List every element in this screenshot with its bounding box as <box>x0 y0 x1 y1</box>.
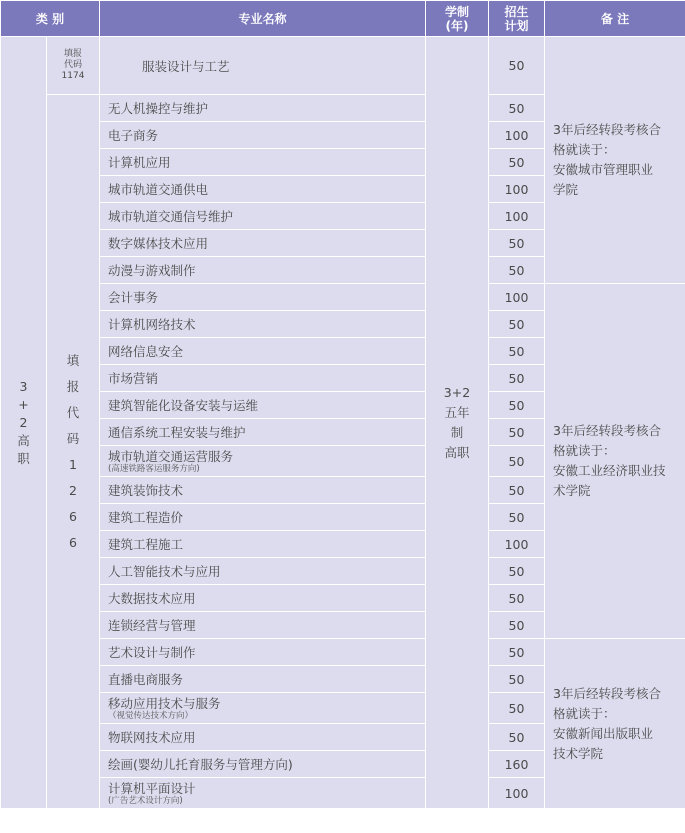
major-cell <box>100 666 426 693</box>
major-name: 连锁经营与管理 <box>108 617 196 633</box>
major-name: 数字媒体技术应用 <box>108 235 209 251</box>
major-cell <box>100 724 426 751</box>
major-name: 网络信息安全 <box>108 343 184 359</box>
header-note: 备 注 <box>545 1 685 37</box>
code-char: 6 <box>69 508 77 524</box>
plan-cell: 100 <box>489 284 545 311</box>
code-char: 1 <box>69 456 77 472</box>
table-row <box>1 284 685 311</box>
plan-cell: 50 <box>489 149 545 176</box>
code-char: 2 <box>69 482 77 498</box>
plan-cell: 50 <box>489 37 545 95</box>
category-char: 3 <box>19 378 28 394</box>
major-name: 城市轨道交通信号维护 <box>108 208 234 224</box>
major-name: 会计事务 <box>108 289 159 305</box>
duration-line: 制 <box>450 424 464 440</box>
major-cell <box>100 257 426 284</box>
note-line: 术学院 <box>553 483 591 498</box>
major-cell <box>100 446 426 477</box>
plan-cell: 50 <box>489 338 545 365</box>
note-line: 安徽工业经济职业技 <box>553 463 666 478</box>
category-char: 高 <box>17 432 30 448</box>
category-char: + <box>18 396 29 412</box>
major-cell <box>100 419 426 446</box>
plan-cell: 50 <box>489 585 545 612</box>
major-cell <box>100 504 426 531</box>
major-cell <box>100 37 426 95</box>
major-cell <box>100 338 426 365</box>
major-cell <box>100 639 426 666</box>
major-name: 物联网技术应用 <box>108 729 196 745</box>
major-name: 绘画(婴幼儿托育服务与管理方向) <box>108 756 293 772</box>
major-cell <box>100 95 426 122</box>
plan-cell: 50 <box>489 392 545 419</box>
plan-cell: 100 <box>489 122 545 149</box>
plan-cell: 50 <box>489 230 545 257</box>
major-name: 建筑工程施工 <box>108 536 184 552</box>
table-row <box>1 639 685 666</box>
note-cell-2 <box>545 284 685 639</box>
major-cell <box>100 693 426 724</box>
code-char: 填 <box>66 352 80 368</box>
plan-cell: 50 <box>489 257 545 284</box>
duration-cell <box>426 37 489 809</box>
plan-cell: 50 <box>489 419 545 446</box>
header-category: 类 别 <box>1 1 100 37</box>
category-cell <box>1 37 47 809</box>
major-direction: （视觉传达技术方向） <box>108 710 194 721</box>
plan-cell: 160 <box>489 751 545 778</box>
major-name: 大数据技术应用 <box>108 590 196 606</box>
header-major: 专业名称 <box>100 1 426 37</box>
note-line: 学院 <box>553 182 579 197</box>
duration-line: 高职 <box>444 444 470 460</box>
plan-cell: 50 <box>489 558 545 585</box>
major-cell <box>100 284 426 311</box>
major-cell <box>100 531 426 558</box>
plan-cell: 50 <box>489 693 545 724</box>
plan-cell: 50 <box>489 504 545 531</box>
major-cell <box>100 778 426 809</box>
major-name: 城市轨道交通运营服务 <box>108 448 234 464</box>
major-cell <box>100 311 426 338</box>
code-char: 报 <box>66 378 80 394</box>
note-line: 3年后经转段考核合 <box>553 685 661 701</box>
major-direction: (广告艺术设计方向) <box>108 795 183 806</box>
major-name: 移动应用技术与服务 <box>108 695 221 711</box>
plan-cell: 50 <box>489 95 545 122</box>
major-name: 直播电商服务 <box>108 671 184 687</box>
plan-cell: 50 <box>489 612 545 639</box>
code-char: 码 <box>66 430 80 446</box>
plan-cell: 50 <box>489 477 545 504</box>
plan-cell: 100 <box>489 203 545 230</box>
code-char: 6 <box>69 534 77 550</box>
major-name: 计算机应用 <box>108 154 171 170</box>
major-name: 市场营销 <box>108 370 159 386</box>
major-cell <box>100 477 426 504</box>
major-name: 动漫与游戏制作 <box>108 262 196 278</box>
note-line: 技术学院 <box>553 745 604 761</box>
plan-cell: 50 <box>489 365 545 392</box>
table-row <box>1 37 685 95</box>
code-text: 1174 <box>61 71 85 81</box>
major-name: 艺术设计与制作 <box>108 644 196 660</box>
major-name: 通信系统工程安装与维护 <box>108 424 246 440</box>
code-cell-1174 <box>47 37 100 95</box>
major-name: 城市轨道交通供电 <box>108 181 209 197</box>
major-cell <box>100 585 426 612</box>
code-text: 填报 <box>63 49 82 59</box>
major-cell <box>100 365 426 392</box>
major-name: 建筑工程造价 <box>108 509 184 525</box>
header-duration: 学制 (年) <box>426 1 489 37</box>
plan-cell: 50 <box>489 639 545 666</box>
major-cell <box>100 203 426 230</box>
code-cell-1266 <box>47 95 100 809</box>
major-direction: (高速铁路客运服务方向) <box>108 463 200 474</box>
plan-cell: 100 <box>489 176 545 203</box>
major-cell <box>100 230 426 257</box>
major-cell <box>100 392 426 419</box>
plan-cell: 50 <box>489 724 545 751</box>
major-cell <box>100 612 426 639</box>
major-name: 计算机平面设计 <box>108 780 196 796</box>
major-name: 服装设计与工艺 <box>142 58 230 74</box>
code-char: 代 <box>66 404 80 420</box>
major-cell <box>100 122 426 149</box>
category-char: 2 <box>19 414 28 430</box>
plan-cell: 50 <box>489 446 545 477</box>
major-name: 建筑装饰技术 <box>108 482 184 498</box>
major-cell <box>100 558 426 585</box>
header-row <box>1 1 685 37</box>
major-name: 建筑智能化设备安装与运维 <box>108 397 259 413</box>
major-cell <box>100 176 426 203</box>
major-name: 人工智能技术与应用 <box>108 563 221 579</box>
major-name: 无人机操控与维护 <box>108 100 209 116</box>
note-line: 格就读于： <box>553 705 616 721</box>
major-cell <box>100 751 426 778</box>
note-line: 3年后经转段考核合 <box>553 122 661 137</box>
note-line: 安徽城市管理职业 <box>553 162 654 177</box>
major-cell <box>100 149 426 176</box>
plan-cell: 50 <box>489 311 545 338</box>
note-cell-3 <box>545 639 685 809</box>
plan-cell: 100 <box>489 531 545 558</box>
note-line: 安徽新闻出版职业 <box>553 725 654 741</box>
category-char: 职 <box>17 450 30 466</box>
plan-cell: 100 <box>489 778 545 809</box>
note-line: 格就读于： <box>553 443 616 458</box>
duration-line: 3+2 <box>443 384 471 400</box>
note-line: 格就读于： <box>553 142 616 157</box>
header-plan: 招生 计划 <box>489 1 545 37</box>
major-name: 计算机网络技术 <box>108 316 196 332</box>
note-cell-1 <box>545 37 685 284</box>
duration-line: 五年 <box>444 404 470 420</box>
plan-cell: 50 <box>489 666 545 693</box>
major-name: 电子商务 <box>108 127 159 143</box>
note-line: 3年后经转段考核合 <box>553 423 661 438</box>
code-text: 代码 <box>63 60 82 70</box>
